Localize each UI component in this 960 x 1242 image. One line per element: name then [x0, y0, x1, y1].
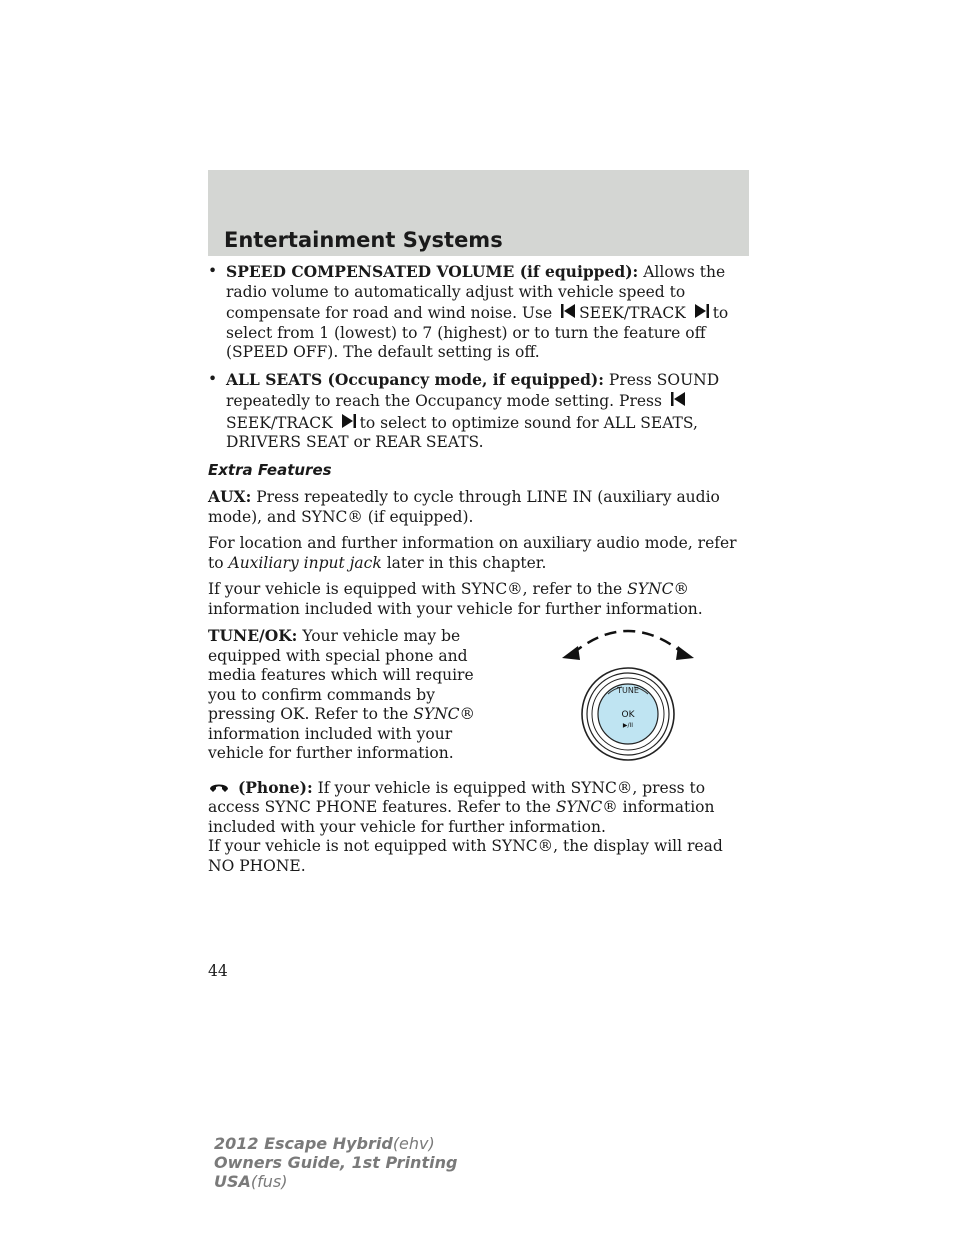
- knob-ok-label: OK: [621, 710, 635, 720]
- section-heading: Extra Features: [208, 460, 332, 479]
- footer-market: USA: [214, 1172, 251, 1191]
- tune-ok-knob-figure: [558, 614, 698, 764]
- bullet-dot: •: [208, 262, 218, 280]
- aux-paragraph: [208, 487, 753, 527]
- bullet-all-seats: [208, 370, 753, 453]
- paragraph-text: If your vehicle is equipped with SYNC®, refer to the: [208, 580, 623, 598]
- bullet-seek-label: SEEK/TRACK: [579, 304, 686, 322]
- bullet-text: Allows the radio volume to automatically adjust with vehicle speed to compensate for road and wind noise. Use: [226, 263, 726, 322]
- auxiliary-input-jack-reference: Auxiliary input jack: [228, 553, 382, 572]
- tune-ok-paragraph: [208, 626, 478, 764]
- paragraph-text: If your vehicle is equipped with SYNC®, press to access SYNC PHONE features. Refer to the: [208, 778, 706, 816]
- no-phone-paragraph: If your vehicle is not equipped with SYNC®, the display will read NO PHONE.: [208, 837, 723, 875]
- seek-forward-icon: [341, 412, 357, 430]
- tune-ok-section: [208, 626, 753, 764]
- footer-model-code: (ehv): [392, 1134, 435, 1153]
- knob-play-pause-label: ▶/II: [622, 722, 634, 729]
- paragraph-text: For location and further information on auxiliary audio mode, refer to: [208, 534, 737, 572]
- seek-back-icon: [560, 302, 576, 320]
- tune-ok-term: TUNE/OK:: [208, 626, 298, 645]
- footer-market-code: (fus): [250, 1172, 288, 1191]
- footer-line-1: [214, 1134, 457, 1153]
- page-content: [208, 262, 753, 883]
- paragraph-text: later in this chapter.: [386, 553, 547, 572]
- page-number: 44: [208, 962, 228, 980]
- paragraph-text: information included with your vehicle for further information.: [208, 798, 715, 836]
- chapter-title: Entertainment Systems: [224, 228, 503, 252]
- footer-model: 2012 Escape Hybrid: [214, 1134, 393, 1153]
- phone-icon: [208, 781, 230, 795]
- footer-printing: Owners Guide, 1st Printing: [214, 1153, 458, 1172]
- footer-line-3: [214, 1172, 457, 1191]
- bullet-text: Press SOUND repeatedly to reach the Occupancy mode setting. Press: [226, 370, 720, 410]
- sync-reference: SYNC®: [627, 580, 689, 598]
- seek-back-icon: [670, 390, 686, 408]
- print-footer: [214, 1134, 457, 1191]
- aux-reference-paragraph: [208, 534, 753, 573]
- bullet-term: ALL SEATS (Occupancy mode, if equipped):: [226, 369, 604, 389]
- bullet-dot: •: [208, 369, 218, 388]
- phone-term: (Phone):: [237, 777, 313, 797]
- bullet-seek-label: SEEK/TRACK: [226, 413, 333, 432]
- seek-forward-icon: [694, 302, 710, 320]
- bullet-text-end: to select from 1 (lowest) to 7 (highest) or to turn the feature off (SPEED OFF). The default setting is off.: [226, 304, 729, 361]
- sync-reference: SYNC®: [413, 705, 476, 723]
- footer-line-2: [214, 1153, 457, 1172]
- aux-term: AUX:: [208, 487, 252, 506]
- sync-reference: SYNC®: [555, 798, 618, 816]
- bullet-term: SPEED COMPENSATED VOLUME (if equipped):: [226, 262, 639, 281]
- bullet-text-end: to select to optimize sound for ALL SEATS, DRIVERS SEAT or REAR SEATS.: [226, 413, 698, 451]
- aux-text: Press repeatedly to cycle through LINE IN (auxiliary audio mode), and SYNC® (if equipped).: [208, 488, 720, 526]
- paragraph-text: information included with your vehicle for further information.: [208, 599, 703, 618]
- bullet-speed-compensated-volume: [208, 262, 753, 363]
- knob-tune-label: TUNE: [617, 686, 639, 695]
- chapter-header-band: [208, 170, 749, 256]
- paragraph-text: information included with your vehicle for further information.: [208, 724, 454, 762]
- paragraph-text: Your vehicle may be equipped with special phone and media features which will require you to confirm commands by pressing OK. Refer to the: [208, 627, 474, 723]
- phone-paragraph: [208, 778, 753, 838]
